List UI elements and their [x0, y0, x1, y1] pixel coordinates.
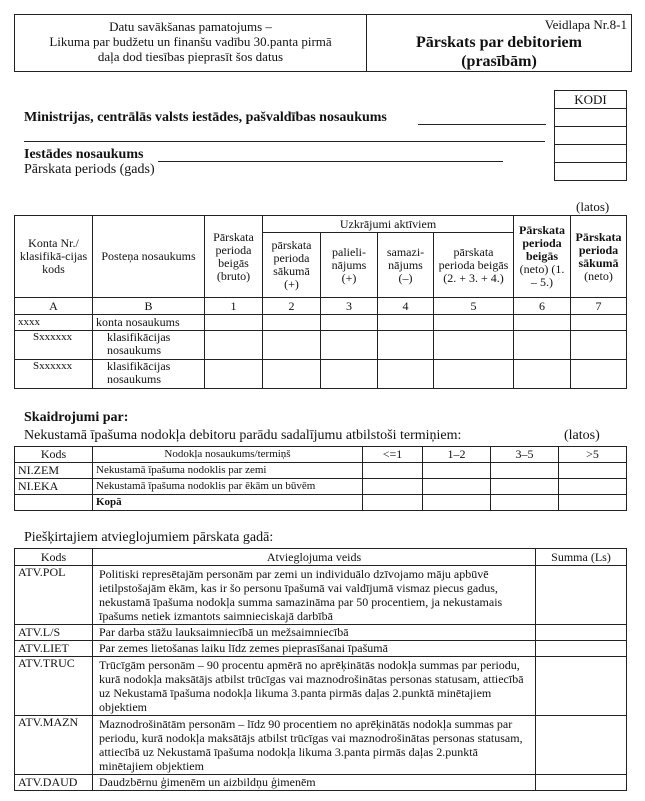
col-header: 3–5	[491, 447, 559, 463]
code-cell[interactable]	[555, 163, 627, 181]
table-row	[15, 775, 627, 791]
explanations-subtitle: Nekustamā īpašuma nodokļa debitoru parādu sadalījumu atbilstoši termiņiem:	[24, 428, 462, 443]
col-account: Konta Nr./ klasifikā-cijas kods	[15, 216, 93, 298]
value-cell[interactable]	[321, 315, 378, 331]
tax-name: Nekustamā īpašuma nodoklis par zemi	[93, 463, 363, 479]
col-6-title: Pārskata perioda beigās	[519, 223, 565, 263]
table-row	[15, 625, 627, 641]
value-cell[interactable]	[491, 463, 559, 479]
value-cell[interactable]	[423, 495, 491, 511]
value-cell[interactable]	[434, 331, 514, 360]
ministry-input[interactable]	[418, 124, 546, 125]
value-cell[interactable]	[263, 360, 321, 389]
col-7-sub: (neto)	[584, 268, 613, 283]
relief-code: ATV.MAZN	[15, 716, 93, 775]
relief-code: ATV.LIET	[15, 641, 93, 657]
value-cell[interactable]	[363, 463, 423, 479]
col-header: >5	[559, 447, 627, 463]
account-name: konta nosaukums	[93, 315, 205, 331]
value-cell[interactable]	[559, 463, 627, 479]
unit-label: (latos)	[576, 199, 610, 214]
col-num: B	[93, 298, 205, 315]
value-cell[interactable]	[363, 495, 423, 511]
col-num: 5	[434, 298, 514, 315]
form-title: Pārskats par debitoriem	[416, 34, 582, 51]
period-label: Pārskata periods (gads)	[24, 162, 155, 177]
class-name: klasifikācijas nosaukums	[93, 360, 205, 389]
relief-desc: Trūcīgām personām – 90 procentu apmērā no aprēķinātās nodokļa summas par periodu, kurā nodokļa maksātājs atbilst trūcīgas vai maznodrošinātas personas statusam, attiecībā uz Nekustamā īpašuma nodokļa likuma 3.panta pirmās daļas 2.punktā minētajiem objektiem	[93, 657, 536, 716]
tax-name: Nekustamā īpašuma nodoklis par ēkām un būvēm	[93, 479, 363, 495]
value-cell[interactable]	[363, 479, 423, 495]
institution-input[interactable]	[158, 161, 503, 162]
reliefs-subtitle: Piešķirtajiem atvieglojumiem pārskata gadā:	[24, 530, 274, 545]
col-num: 2	[263, 298, 321, 315]
form-header	[14, 14, 632, 72]
col-4: samazi-nājums (–)	[378, 233, 434, 298]
value-cell[interactable]	[571, 331, 627, 360]
value-cell[interactable]	[491, 495, 559, 511]
col-7-title: Pārskata perioda sākumā	[575, 229, 622, 270]
tax-terms-table	[14, 446, 627, 511]
value-cell[interactable]	[423, 463, 491, 479]
table-row	[15, 657, 627, 716]
table-row	[15, 479, 627, 495]
tax-code: NI.EKA	[15, 479, 93, 495]
col-num: 6	[514, 298, 571, 315]
table-row	[15, 463, 627, 479]
relief-desc: Politiski represētajām personām par zemi un individuālo dzīvojamo māju apbūvē ietilpstošajām ēkām, kas ir šo personu īpašumā vai valdījumā vismaz piecus gadus, nekustamā īpašuma nodokļa summa samazināma par 50 procentiem, ja nekustamais īpašums netiek izmantots saimnieciskajā darbībā	[93, 566, 536, 625]
reliefs-table	[14, 548, 627, 791]
basis-line: Likuma par budžetu un finanšu vadību 30.panta pirmā	[49, 34, 332, 49]
col-num: A	[15, 298, 93, 315]
col-num: 7	[571, 298, 627, 315]
value-cell[interactable]	[263, 331, 321, 360]
value-cell[interactable]	[423, 479, 491, 495]
col-header: Nodokļa nosaukums/termiņš	[93, 447, 363, 463]
table-row	[15, 641, 627, 657]
value-cell[interactable]	[205, 360, 263, 389]
basis-line: Datu savākšanas pamatojums –	[109, 19, 272, 34]
relief-code: ATV.POL	[15, 566, 93, 625]
codes-box	[554, 90, 627, 181]
col-num: 3	[321, 298, 378, 315]
col-2: pārskata perioda sākumā (+)	[263, 233, 321, 298]
total-label: Kopā	[93, 495, 363, 511]
class-name: klasifikācijas nosaukums	[93, 331, 205, 360]
value-cell[interactable]	[321, 331, 378, 360]
sum-cell[interactable]	[536, 716, 627, 775]
col-header: <=1	[363, 447, 423, 463]
relief-code: ATV.DAUD	[15, 775, 93, 791]
institution-label: Iestādes nosaukums	[24, 147, 144, 162]
table-row	[15, 331, 627, 360]
value-cell[interactable]	[514, 331, 571, 360]
legal-basis	[15, 15, 367, 71]
table-row	[15, 716, 627, 775]
form-number: Veidlapa Nr.8-1	[544, 17, 627, 32]
relief-desc: Maznodrošinātām personām – līdz 90 procentiem no aprēķinātās nodokļa summas par periodu, kurā nodokļa maksātājs atbilst trūcīgas vai maznodrošinātas personas statusam, attiecībā uz Nekustamā īpašuma nodokļa likuma 3.panta pirmās daļas 2.punktā minētajiem objektiem	[93, 716, 536, 775]
relief-desc: Par zemes lietošanas laiku līdz zemes pieprasīšanai īpašumā	[93, 641, 536, 657]
value-cell[interactable]	[514, 360, 571, 389]
value-cell[interactable]	[378, 360, 434, 389]
table-row	[15, 495, 627, 511]
col-item: Posteņa nosaukums	[93, 216, 205, 298]
debtors-table	[14, 215, 627, 389]
col-3: palieli-nājums (+)	[321, 233, 378, 298]
col-5: pārskata perioda beigās (2. + 3. + 4.)	[434, 233, 514, 298]
ministry-input-cont[interactable]	[24, 141, 545, 142]
sum-cell[interactable]	[536, 641, 627, 657]
col-num: 1	[205, 298, 263, 315]
value-cell[interactable]	[263, 315, 321, 331]
col-header: 1–2	[423, 447, 491, 463]
class-code: Sxxxxxx	[15, 360, 93, 389]
value-cell[interactable]	[514, 315, 571, 331]
tax-code: NI.ZEM	[15, 463, 93, 479]
value-cell[interactable]	[434, 315, 514, 331]
class-code: Sxxxxxx	[15, 331, 93, 360]
form-title-sub: (prasībām)	[461, 53, 537, 70]
value-cell[interactable]	[571, 315, 627, 331]
basis-line: daļa dod tiesības pieprasīt šos datus	[97, 49, 284, 64]
col-header: Kods	[15, 549, 93, 566]
code-cell[interactable]	[555, 127, 627, 145]
col-header: Summa (Ls)	[536, 549, 627, 566]
sum-cell[interactable]	[536, 566, 627, 625]
value-cell[interactable]	[434, 360, 514, 389]
value-cell[interactable]	[559, 479, 627, 495]
codes-header: KODI	[555, 91, 627, 109]
value-cell[interactable]	[321, 360, 378, 389]
col-1: Pārskata perioda beigās (bruto)	[205, 216, 263, 298]
col-group: Uzkrājumi aktīviem	[263, 216, 514, 233]
value-cell[interactable]	[559, 495, 627, 511]
sum-cell[interactable]	[536, 625, 627, 641]
sum-cell[interactable]	[536, 775, 627, 791]
col-num: 4	[378, 298, 434, 315]
code-cell[interactable]	[555, 109, 627, 127]
col-header: Atvieglojuma veids	[93, 549, 536, 566]
account-code: xxxx	[15, 315, 93, 331]
value-cell[interactable]	[205, 315, 263, 331]
table-row	[15, 360, 627, 389]
relief-desc: Par darba stāžu lauksaimniecībā un mežsaimniecībā	[93, 625, 536, 641]
col-header: Kods	[15, 447, 93, 463]
col-6-sub: (neto) (1. – 5.)	[519, 262, 565, 289]
explanations-heading: Skaidrojumi par:	[24, 410, 129, 425]
relief-desc: Daudzbērnu ģimenēm un aizbildņu ģimenēm	[93, 775, 536, 791]
table-row	[15, 566, 627, 625]
sum-cell[interactable]	[536, 657, 627, 716]
value-cell[interactable]	[491, 479, 559, 495]
value-cell[interactable]	[205, 331, 263, 360]
value-cell[interactable]	[571, 360, 627, 389]
value-cell[interactable]	[378, 331, 434, 360]
value-cell[interactable]	[378, 315, 434, 331]
relief-code: ATV.L/S	[15, 625, 93, 641]
relief-code: ATV.TRUC	[15, 657, 93, 716]
code-cell[interactable]	[555, 145, 627, 163]
ministry-label: Ministrijas, centrālās valsts iestādes, pašvaldības nosaukums	[24, 110, 387, 125]
explanations-unit: (latos)	[564, 428, 600, 443]
table-row	[15, 315, 627, 331]
tax-code	[15, 495, 93, 511]
